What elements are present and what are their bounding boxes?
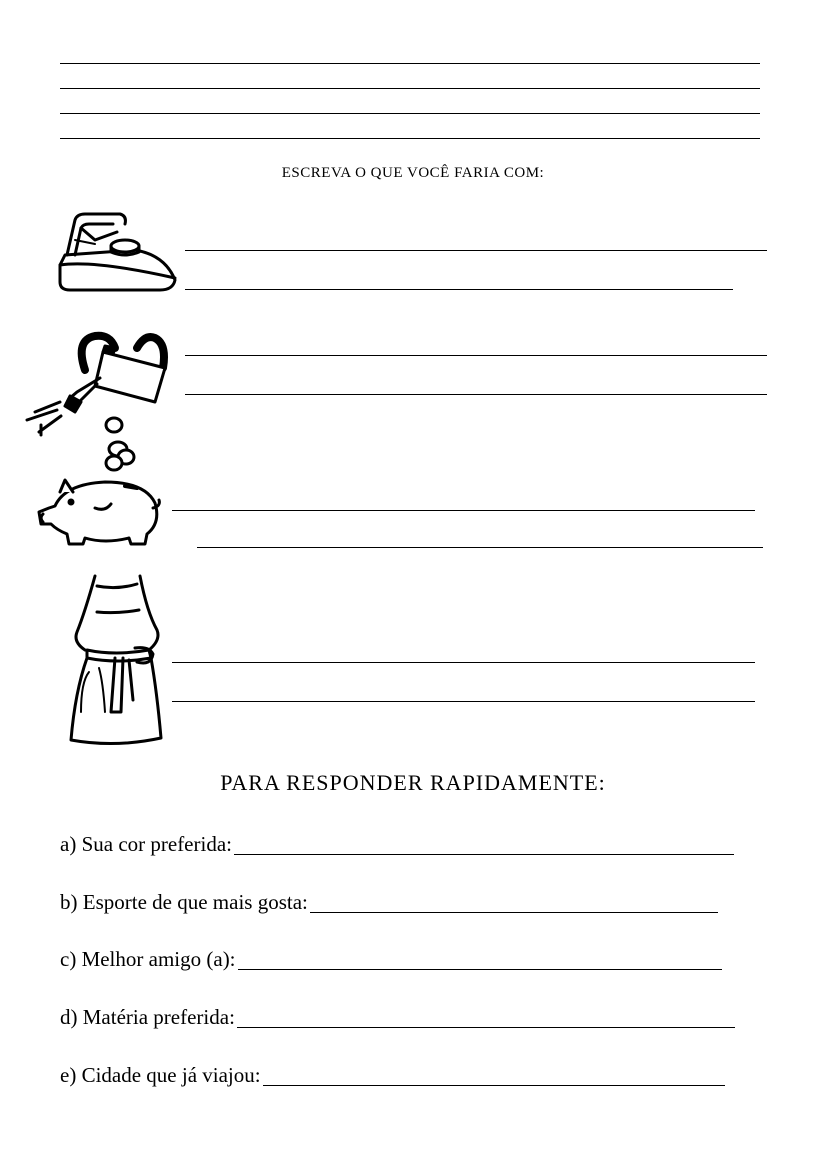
question-a [60,832,734,857]
apron-icon [65,572,170,752]
piggy-bank-icon [35,478,165,548]
question-label: b) Esporte de que mais gosta: [60,890,308,914]
coins-icon [100,415,140,475]
writing-line[interactable] [197,547,763,548]
question-label: c) Melhor amigo (a): [60,947,236,971]
iron-icon [55,210,180,295]
writing-line[interactable] [185,289,733,290]
writing-line[interactable] [185,355,767,356]
section-title: PARA RESPONDER RAPIDAMENTE: [220,770,606,795]
writing-line[interactable] [172,701,755,702]
question-label: e) Cidade que já viajou: [60,1063,261,1087]
answer-line[interactable] [234,853,734,855]
writing-line[interactable] [172,510,755,511]
writing-line[interactable] [60,113,760,114]
writing-line[interactable] [172,662,755,663]
writing-line[interactable] [60,138,760,139]
writing-line[interactable] [60,88,760,89]
question-label: a) Sua cor preferida: [60,832,232,856]
question-label: d) Matéria preferida: [60,1005,235,1029]
writing-line[interactable] [185,250,767,251]
answer-line[interactable] [310,911,718,913]
writing-line[interactable] [185,394,767,395]
question-b [60,890,718,915]
answer-line[interactable] [238,968,722,970]
section-instruction: ESCREVA O QUE VOCÊ FARIA COM: [281,165,545,181]
watering-can-icon [15,330,180,440]
answer-line[interactable] [263,1084,725,1086]
question-c [60,947,722,972]
writing-line[interactable] [60,63,760,64]
question-e [60,1063,725,1088]
question-d [60,1005,735,1030]
answer-line[interactable] [237,1026,735,1028]
